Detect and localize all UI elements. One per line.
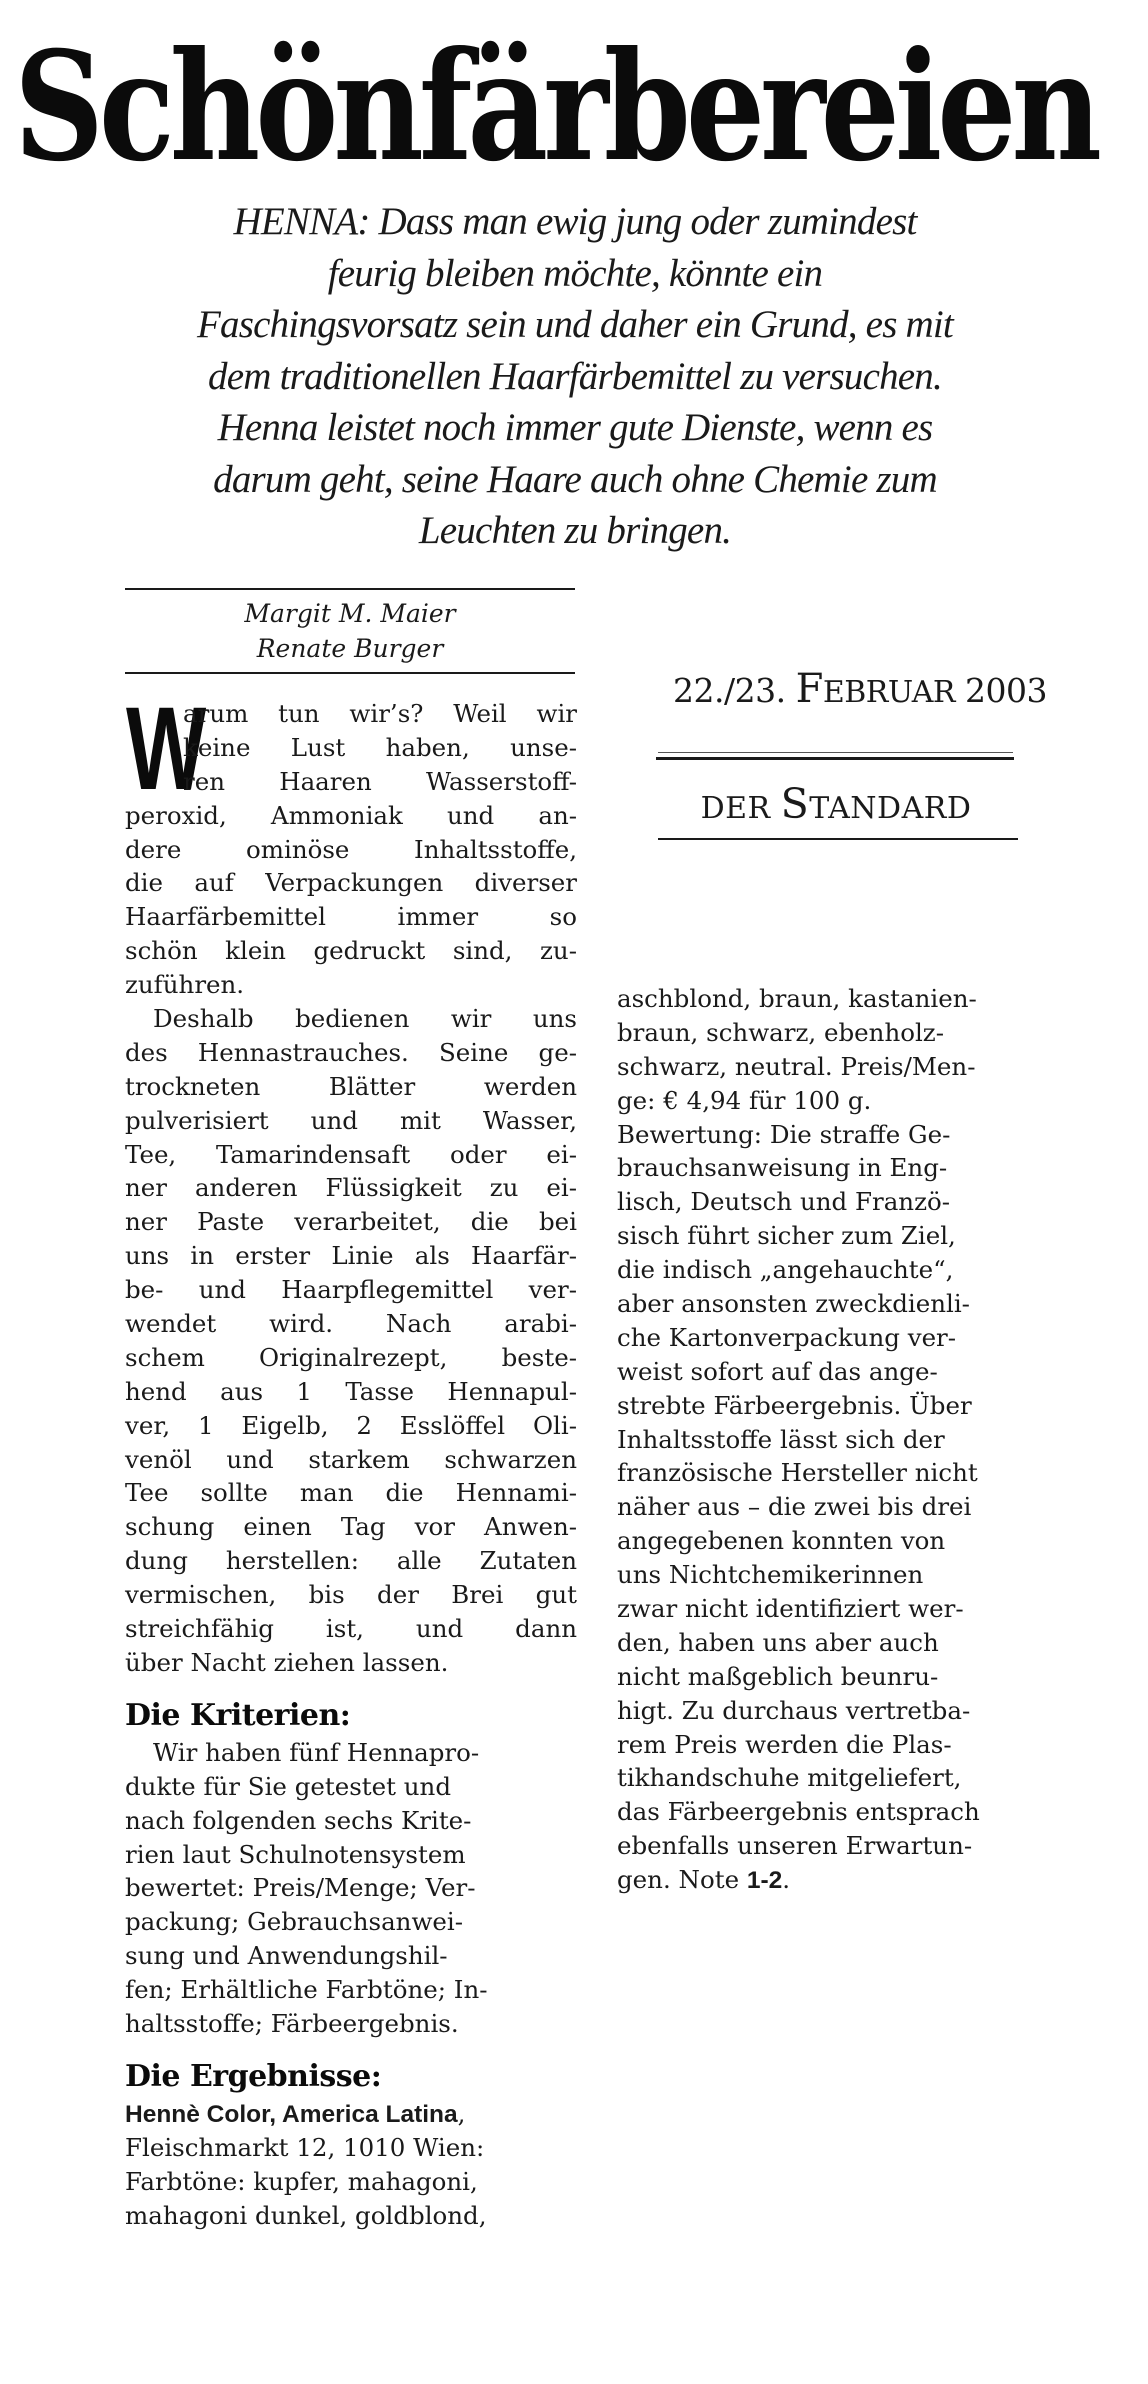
- deck: [95, 196, 1055, 557]
- body-line: das Färbeergebnis entsprach: [617, 1797, 980, 1827]
- body-line: schung einen Tag vor Anwen-: [125, 1512, 577, 1542]
- masthead-top-rule-thin: [658, 752, 1013, 753]
- body-line: rem Preis werden die Plas-: [617, 1729, 952, 1759]
- body-line: den, haben uns aber auch: [617, 1627, 939, 1657]
- date-year: 2003: [955, 671, 1047, 710]
- deck-line: Faschingsvorsatz sein und daher ein Grund, es mit: [197, 303, 953, 346]
- body-line: bewertet: Preis/Menge; Ver-: [125, 1873, 476, 1903]
- body-line: Deshalb bedienen wir uns: [153, 1004, 577, 1034]
- body-line: die auf Verpackungen diverser: [125, 868, 577, 898]
- body-line: pulverisiert und mit Wasser,: [125, 1105, 577, 1135]
- section-heading-criteria: Die Kriterien:: [125, 1697, 351, 1733]
- body-line: be- und Haarpflegemittel ver-: [125, 1275, 577, 1305]
- body-line: angegebenen konnten von: [617, 1526, 946, 1556]
- body-line: ver, 1 Eigelb, 2 Esslöffel Oli-: [125, 1410, 577, 1440]
- publication-name: [656, 776, 1016, 837]
- body-line: keine Lust haben, unse-: [183, 732, 577, 762]
- body-line: näher aus – die zwei bis drei: [617, 1492, 972, 1522]
- body-line: trockneten Blätter werden: [125, 1071, 577, 1101]
- body-line: ner anderen Flüssigkeit zu ei-: [125, 1173, 577, 1203]
- byline-top-rule: [125, 588, 575, 590]
- rating-line: [617, 1863, 1063, 1897]
- body-line: rien laut Schulnotensystem: [125, 1839, 466, 1869]
- body-line: über Nacht ziehen lassen.: [125, 1647, 449, 1677]
- body-line: hend aus 1 Tasse Hennapul-: [125, 1376, 577, 1406]
- body-line: uns Nichtchemikerinnen: [617, 1560, 924, 1590]
- product-line: [125, 2097, 577, 2131]
- right-column: [617, 982, 1063, 1897]
- product-name-suffix: ,: [457, 2098, 466, 2128]
- body-line: nicht maßgeblich beunru-: [617, 1661, 939, 1691]
- body-line: higt. Zu durchaus vertretba-: [617, 1695, 971, 1725]
- body-line: des Hennastrauches. Seine ge-: [125, 1037, 577, 1067]
- body-line: dukte für Sie getestet und: [125, 1771, 452, 1801]
- body-line: Wir haben fünf Hennapro-: [153, 1737, 480, 1767]
- body-line: brauchsanweisung in Eng-: [617, 1153, 948, 1183]
- body-line: braun, schwarz, ebenholz-: [617, 1017, 944, 1047]
- body-line: die indisch „angehauchte“,: [617, 1255, 954, 1285]
- body-line: ebenfalls unseren Erwartun-: [617, 1831, 973, 1861]
- body-line: Farbtöne: kupfer, mahagoni,: [125, 2166, 478, 2196]
- body-line: mahagoni dunkel, goldblond,: [125, 2200, 487, 2230]
- body-line: zwar nicht identifiziert wer-: [617, 1594, 964, 1624]
- masthead-bottom-rule: [658, 838, 1018, 840]
- body-line: sung und Anwendungshil-: [125, 1941, 448, 1971]
- byline: [125, 596, 575, 666]
- body-line: Inhaltsstoffe lässt sich der: [617, 1424, 945, 1454]
- body-line: tikhandschuhe mitgeliefert,: [617, 1763, 962, 1793]
- body-line: zuführen.: [125, 970, 245, 1000]
- rating-prefix: gen. Note: [617, 1865, 747, 1895]
- body-line: Bewertung: Die straffe Ge-: [617, 1119, 951, 1149]
- deck-line: HENNA: Dass man ewig jung oder zumindest: [233, 200, 917, 243]
- date-month-initial: F: [795, 666, 823, 712]
- body-line: arum tun wir’s? Weil wir: [183, 699, 577, 728]
- deck-line: Henna leistet noch immer gute Dienste, wenn es: [217, 406, 933, 449]
- byline-bottom-rule: [125, 672, 575, 674]
- body-line: nach folgenden sechs Krite-: [125, 1805, 472, 1835]
- drop-cap: W: [126, 683, 207, 815]
- body-line: schwarz, neutral. Preis/Men-: [617, 1051, 976, 1081]
- body-line: schem Originalrezept, beste-: [125, 1342, 577, 1372]
- rating-suffix: .: [782, 1865, 791, 1895]
- deck-line: darum geht, seine Haare auch ohne Chemie zum: [213, 457, 937, 501]
- author-name: Margit M. Maier: [244, 599, 456, 628]
- deck-line: dem traditionellen Haarfärbemittel zu versuchen.: [208, 354, 942, 398]
- body-line: schön klein gedruckt sind, zu-: [125, 936, 577, 966]
- body-line: fen; Erhältliche Farbtöne; In-: [125, 1975, 488, 2005]
- body-line: aber ansonsten zweckdienli-: [617, 1289, 970, 1319]
- body-line: vermischen, bis der Brei gut: [125, 1580, 577, 1610]
- body-line: Haarfärbemittel immer so: [125, 902, 577, 932]
- publication-name-rest: TANDARD: [809, 791, 972, 826]
- body-line: ren Haaren Wasserstoff-: [183, 766, 577, 796]
- date-month-rest: EBRUAR: [822, 675, 955, 710]
- body-line: französische Hersteller nicht: [617, 1458, 978, 1488]
- body-line: weist sofort auf das ange-: [617, 1356, 938, 1386]
- body-line: strebte Färbeergebnis. Über: [617, 1390, 972, 1420]
- body-line: Tee sollte man die Hennami-: [125, 1478, 577, 1508]
- publication-name-initial: S: [780, 780, 810, 828]
- body-line: che Kartonverpackung ver-: [617, 1322, 957, 1352]
- body-line: Tee, Tamarindensaft oder ei-: [125, 1139, 577, 1169]
- headline: Schönfärbereien: [14, 19, 1098, 195]
- deck-line: feurig bleiben möchte, könnte ein: [327, 251, 823, 295]
- body-line: lisch, Deutsch und Franzö-: [617, 1187, 951, 1217]
- body-line: packung; Gebrauchsanwei-: [125, 1907, 464, 1937]
- product-name: Hennè Color, America Latina: [125, 2100, 458, 2128]
- section-heading-results: Die Ergebnisse:: [125, 2058, 382, 2094]
- body-line: wendet wird. Nach arabi-: [125, 1309, 577, 1339]
- body-line: ge: € 4,94 für 100 g.: [617, 1085, 872, 1115]
- body-line: peroxid, Ammoniak und an-: [125, 800, 577, 830]
- body-line: venöl und starkem schwarzen: [125, 1444, 577, 1474]
- body-line: ner Paste verarbeitet, die bei: [125, 1207, 577, 1237]
- masthead-top-rule: [656, 757, 1014, 760]
- dateline: [630, 662, 1090, 720]
- body-line: dung herstellen: alle Zutaten: [125, 1546, 577, 1576]
- rating-grade: 1-2: [746, 1867, 783, 1895]
- body-line: Fleischmarkt 12, 1010 Wien:: [125, 2132, 485, 2162]
- deck-line: Leuchten zu bringen.: [418, 509, 732, 552]
- date-days: 22./23.: [673, 671, 796, 710]
- body-line: dere ominöse Inhaltsstoffe,: [125, 834, 577, 864]
- left-column: [125, 683, 577, 2232]
- body-line: uns in erster Linie als Haarfär-: [125, 1241, 577, 1271]
- body-line: aschblond, braun, kastanien-: [617, 984, 977, 1013]
- author-name: Renate Burger: [256, 634, 444, 663]
- body-line: streichfähig ist, und dann: [125, 1614, 577, 1644]
- body-line: sisch führt sicher zum Ziel,: [617, 1221, 956, 1251]
- publication-name-prefix: DER: [700, 791, 781, 826]
- body-line: haltsstoffe; Färbeergebnis.: [125, 2008, 459, 2038]
